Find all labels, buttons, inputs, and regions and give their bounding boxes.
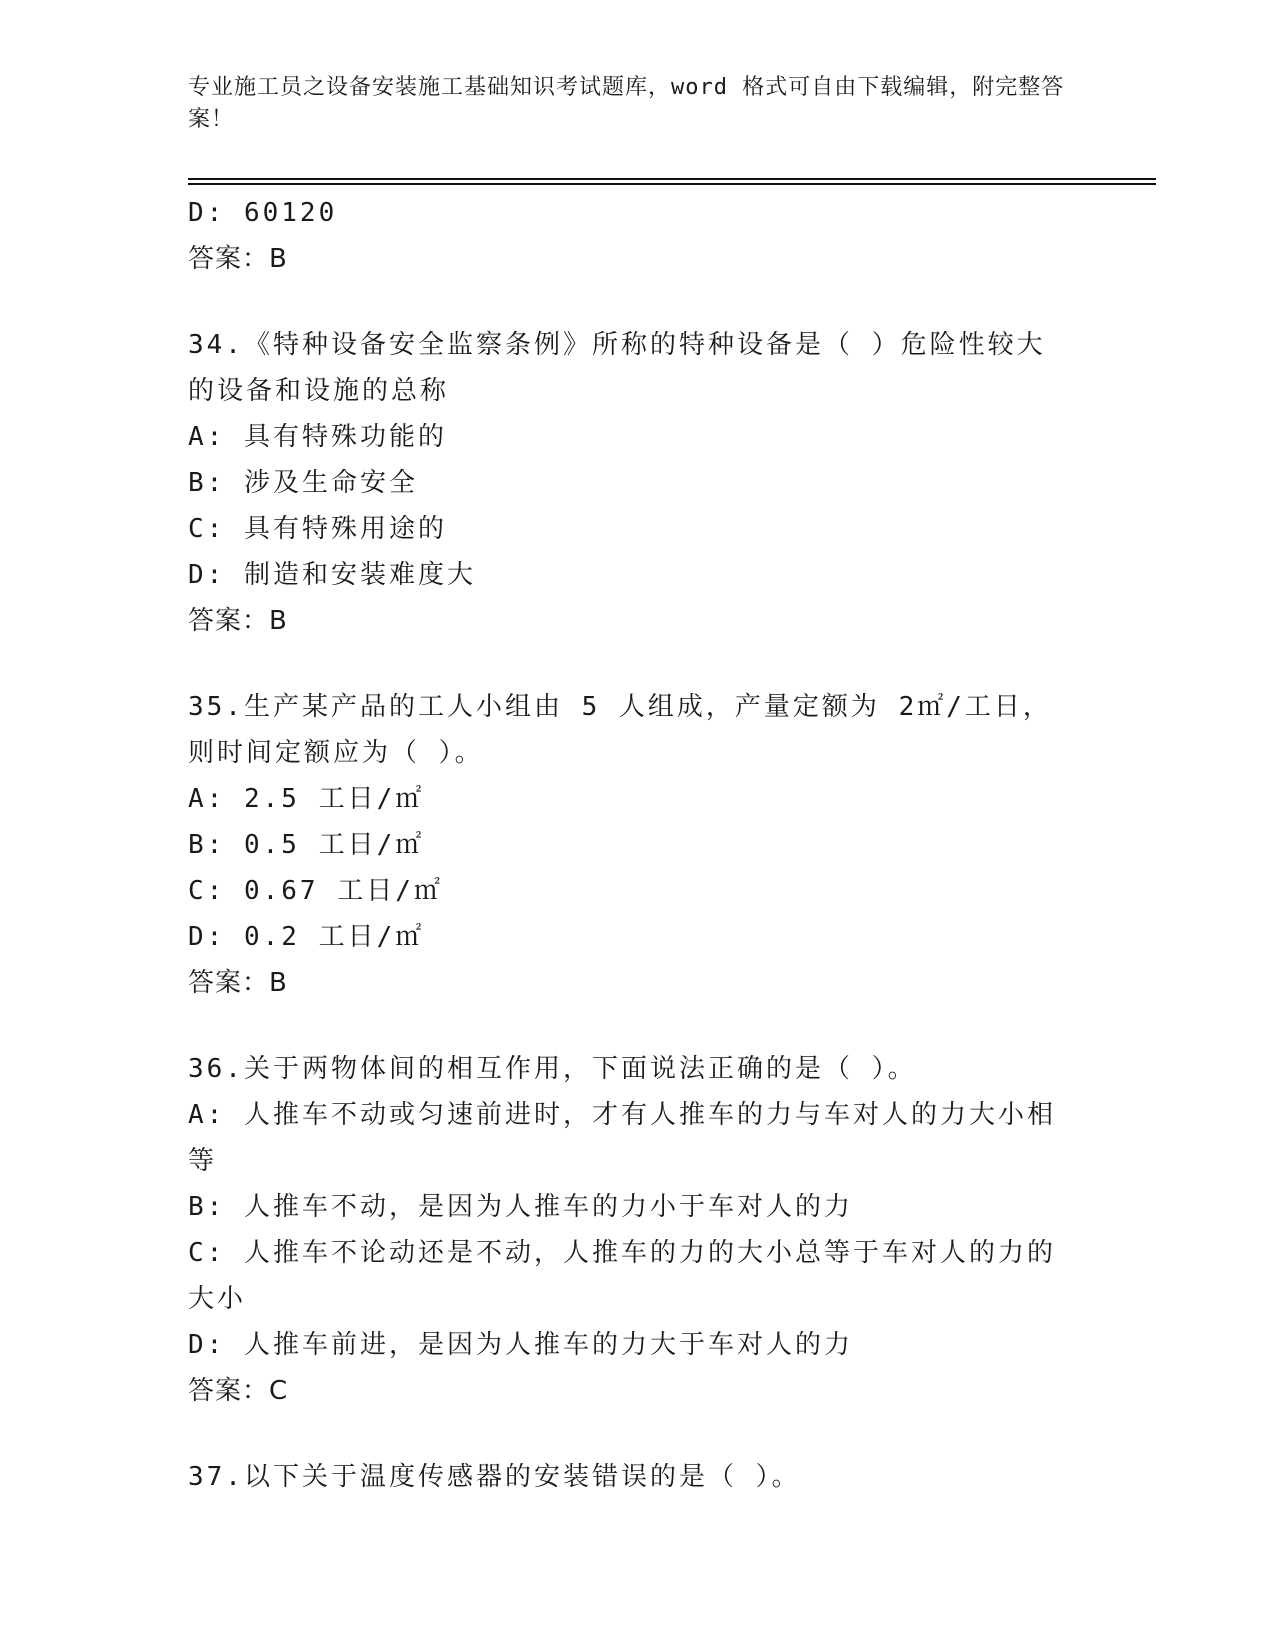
question-list — [188, 190, 1088, 1500]
prev-answer: 答案：B — [188, 244, 288, 274]
option-c: C: 人推车不论动还是不动，人推车的力的大小总等于车对人的力的大小 — [188, 1238, 1056, 1314]
option-c: C: 0.67 工日/㎡ — [188, 876, 443, 906]
option-a: A: 具有特殊功能的 — [188, 422, 447, 452]
question-text: 34.《特种设备安全监察条例》所称的特种设备是（ ）危险性较大的设备和设施的总称 — [188, 330, 1046, 406]
option-d: D: 人推车前进，是因为人推车的力大于车对人的力 — [188, 1330, 853, 1360]
option-c: C: 具有特殊用途的 — [188, 514, 447, 544]
question-text: 36.关于两物体间的相互作用，下面说法正确的是（ ）。 — [188, 1054, 917, 1084]
option-d: D: 制造和安装难度大 — [188, 560, 476, 590]
option-a: A: 人推车不动或匀速前进时，才有人推车的力与车对人的力大小相等 — [188, 1100, 1056, 1176]
answer: 答案：B — [188, 606, 288, 636]
answer: 答案：C — [188, 1376, 289, 1406]
option-b: B: 0.5 工日/㎡ — [188, 830, 425, 860]
question-34 — [188, 322, 1088, 644]
question-text: 37.以下关于温度传感器的安装错误的是（ ）。 — [188, 1462, 801, 1492]
question-37 — [188, 1454, 1088, 1500]
question-35 — [188, 684, 1088, 1006]
question-36 — [188, 1046, 1088, 1414]
header-divider — [188, 178, 1156, 180]
prev-option-d: D: 60120 — [188, 198, 338, 228]
question-text: 35.生产某产品的工人小组由 5 人组成，产量定额为 2㎡/工日，则时间定额应为（ ）。 — [188, 692, 1052, 768]
option-b: B: 涉及生命安全 — [188, 468, 418, 498]
page-header: 专业施工员之设备安装施工基础知识考试题库，word 格式可自由下载编辑，附完整答案！ — [188, 75, 1065, 132]
option-d: D: 0.2 工日/㎡ — [188, 922, 425, 952]
option-a: A: 2.5 工日/㎡ — [188, 784, 425, 814]
answer: 答案：B — [188, 968, 288, 998]
option-b: B: 人推车不动，是因为人推车的力小于车对人的力 — [188, 1192, 853, 1222]
header-divider-secondary — [188, 183, 1156, 185]
